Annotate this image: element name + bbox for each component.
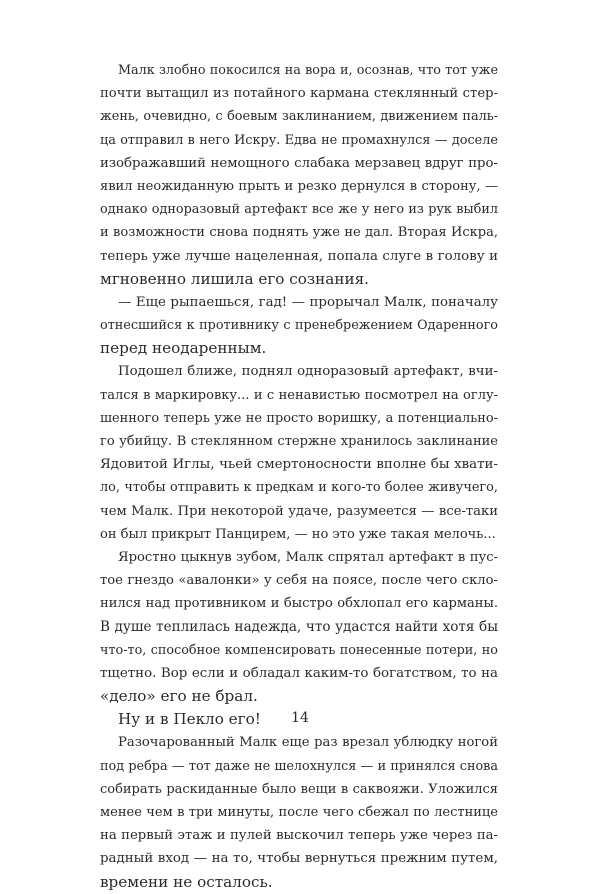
text-line: В душе теплилась надежда, что удастся найти хотя бы bbox=[100, 618, 498, 635]
text-line: радный вход — на то, чтобы вернуться прежним путем, bbox=[100, 851, 498, 867]
text-line: что-то, способное компенсировать понесенные потери, но bbox=[100, 642, 498, 658]
text-line: ца отправил в него Искру. Едва не промахнулся — доселе bbox=[100, 132, 498, 148]
text-line: ло, чтобы отправить к предкам и кого-то более живучего, bbox=[100, 480, 498, 496]
text-line: тался в маркировку... и с ненавистью посмотрел на оглу- bbox=[100, 387, 498, 403]
text-line: на первый этаж и пулей выскочил теперь уже через па- bbox=[100, 828, 498, 844]
text-line: Разочарованный Малк еще раз врезал ублюдку ногой bbox=[118, 735, 498, 751]
text-line: чем Малк. При некоторой удаче, разумеется — все-таки bbox=[100, 503, 498, 519]
text-line: времени не осталось. bbox=[100, 872, 273, 891]
page-number: 14 bbox=[291, 710, 309, 726]
text-line: нился над противником и быстро обхлопал его карманы. bbox=[100, 596, 498, 612]
text-line: тое гнездо «авалонки» у себя на поясе, после чего скло- bbox=[100, 573, 498, 589]
text-line: тщетно. Вор если и обладал каким-то богатством, то на bbox=[100, 665, 498, 681]
text-line: — Еще рыпаешься, гад! — прорычал Малк, поначалу bbox=[118, 294, 498, 310]
text-line: отнесшийся к противнику с пренебрежением Одаренного bbox=[100, 318, 498, 334]
text-line: Малк злобно покосился на вора и, осознав, что тот уже bbox=[118, 63, 498, 78]
text-line: собирать раскиданные было вещи в саквояжи. Уложился bbox=[100, 781, 498, 797]
text-line: явил неожиданную прыть и резко дернулся в сторону, — bbox=[100, 178, 498, 194]
text-line: менее чем в три минуты, после чего сбежал по лестнице bbox=[100, 805, 498, 820]
text-line: жень, очевидно, с боевым заклинанием, движением паль- bbox=[100, 109, 498, 125]
text-line: почти вытащил из потайного кармана стеклянный стер- bbox=[100, 86, 498, 102]
text-line: Яростно цыкнув зубом, Малк спрятал артефакт в пус- bbox=[118, 549, 498, 565]
text-line: под ребра — тот даже не шелохнулся — и принялся снова bbox=[100, 758, 498, 774]
text-line: го убийцу. В стеклянном стержне хранилось заклинание bbox=[100, 434, 498, 449]
text-line: мгновенно лишила его сознания. bbox=[100, 269, 370, 288]
text-line: шенного теперь уже не просто воришку, а потенциально- bbox=[100, 410, 498, 426]
text-line: «дело» его не брал. bbox=[100, 687, 258, 706]
text-line: Ну и в Пекло его! bbox=[118, 710, 261, 729]
body-text bbox=[100, 59, 498, 894]
text-line: Ядовитой Иглы, чьей смертоносности вполне бы хвати- bbox=[100, 457, 498, 473]
text-line: и возможности снова поднять уже не дал. Вторая Искра, bbox=[100, 225, 498, 241]
text-line: он был прикрыт Панцирем, — но это уже такая мелочь... bbox=[100, 526, 496, 542]
text-line: теперь уже лучше нацеленная, попала слуге в голову и bbox=[100, 248, 498, 264]
text-line: Подошел ближе, поднял одноразовый артефакт, вчи- bbox=[118, 364, 498, 380]
text-line: перед неодаренным. bbox=[100, 339, 267, 358]
text-line: изображавший немощного слабака мерзавец вдруг про- bbox=[100, 155, 498, 171]
text-line: однако одноразовый артефакт все же у него из рук выбил bbox=[100, 202, 498, 218]
